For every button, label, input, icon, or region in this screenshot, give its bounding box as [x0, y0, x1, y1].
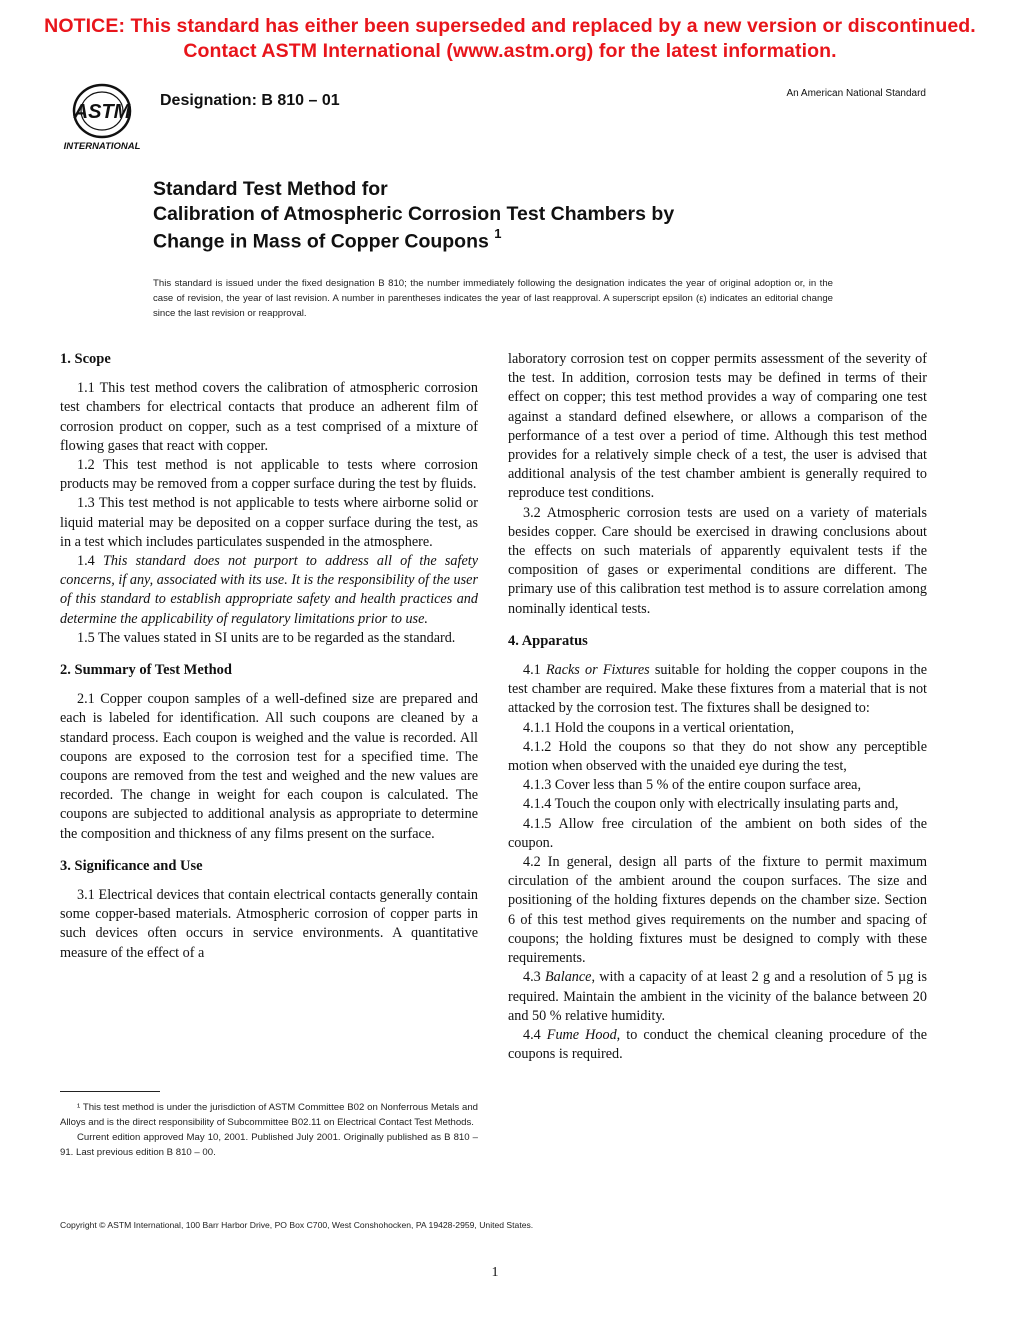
- page-number: 1: [491, 1265, 499, 1280]
- section-heading-significance: 3. Significance and Use: [60, 857, 203, 874]
- paragraph-4-3-text: , with a capacity of at least 2 g and a resolution of 5 µg is required. Maintain the ambient in the vicinity of the balance between 20 and 50 % relative humidity.: [508, 969, 928, 1024]
- paragraph-4-1-term: Racks or Fixtures: [545, 662, 650, 679]
- paragraph-1-4-number: 1.4: [77, 553, 95, 570]
- american-national-standard: An American National Standard: [786, 88, 926, 99]
- paragraph-4-4-number: 4.4: [523, 1026, 541, 1043]
- paragraph-1-4: [60, 552, 478, 629]
- paragraph-3-1-part-b: laboratory corrosion test on copper permits assessment of the severity of the test. In addition, corrosion tests may be defined in terms of their effect on copper; this test method provides a way of comparing one test against a standard defined elsewhere, or allows a comparison of the performance of a test over a period of time. Although this test method provides for a relatively simple check of a test, the user is advised that additional analysis of the test chamber ambient is generally required to reproduce test conditions.: [508, 351, 927, 502]
- paragraph-4-1-text: suitable for holding the copper coupons in the test chamber are required. Make these fixtures from a material that is not attacked by the corrosion test. The fixtures shall be designed to:: [508, 662, 927, 717]
- title-footnote-mark: 1: [494, 226, 502, 241]
- paragraph-4-1-2: 4.1.2 Hold the coupons so that they do not show any perceptible motion when observed with the unaided eye during the test,: [508, 738, 927, 775]
- logo-text: ASTM: [73, 101, 131, 123]
- title-line-3-text: Change in Mass of Copper Coupons: [153, 230, 489, 253]
- paragraph-1-2: 1.2 This test method is not applicable to tests where corrosion products may be removed from a copper surface during the test by fluids.: [60, 457, 478, 493]
- paragraph-1-4-text: This standard does not purport to address all of the safety concerns, if any, associated with its use. It is the responsibility of the user of this standard to establish appropriate safety and health practices and determine the applicability of regulatory limitations prior to use.: [60, 553, 478, 627]
- section-heading-apparatus: 4. Apparatus: [508, 632, 588, 649]
- footnotes: [60, 1100, 478, 1160]
- paragraph-4-1: [508, 661, 927, 719]
- paragraph-1-1: 1.1 This test method covers the calibration of atmospheric corrosion test chambers for electrical contacts that produce an adherent film of corrosion product on copper, such as a test comprised of a mixture of flowing gases that react with copper.: [60, 380, 478, 454]
- paragraph-2-1: 2.1 Copper coupon samples of a well-defined size are prepared and each is labeled for identification. All such coupons are cleaned by a standard process. Each coupon is weighed and the value is recorded. All coupons are exposed to the corrosion test for a specified time. The coupons are removed from the test and weighed and the new values are recorded. The change in weight for each coupon is calculated. The coupons are subjected to additional analysis as appropriate to determine the composition and thickness of any films present on the surface.: [60, 691, 478, 842]
- paragraph-4-1-1: 4.1.1 Hold the coupons in a vertical orientation,: [523, 719, 795, 736]
- paragraph-1-3: 1.3 This test method is not applicable to tests where airborne solid or liquid material may be deposited on a copper surface during the test, as in a test which includes particulates suspended in the atmosphere.: [60, 495, 478, 550]
- footnote-divider: [60, 1091, 160, 1092]
- paragraph-4-1-number: 4.1: [523, 662, 541, 679]
- paragraph-4-4: [508, 1026, 927, 1064]
- paragraph-4-1-3: 4.1.3 Cover less than 5 % of the entire coupon surface area,: [523, 777, 862, 794]
- paragraph-3-2: 3.2 Atmospheric corrosion tests are used on a variety of materials besides copper. Care should be exercised in drawing conclusions about the effects on such materials of apparently equivalent tests if the composition of gases or experimental conditions are different. The primary use of this calibration test method is to assure correlation among nominally identical tests.: [508, 504, 927, 617]
- designation: Designation: B 810 – 01: [160, 92, 340, 109]
- title-line-1: Standard Test Method for: [153, 178, 388, 200]
- paragraph-4-2: 4.2 In general, design all parts of the fixture to permit maximum circulation of the ambient around the coupon surfaces. The size and positioning of the holding fixtures depends on the chamber size. Section 6 of this test method gives requirements on the number and spacing of coupons; the holding fixtures must be designed to comply with these requirements.: [508, 854, 927, 967]
- right-column: [508, 350, 927, 1064]
- paragraph-4-3: [508, 968, 927, 1026]
- paragraph-4-4-term: Fume Hood: [546, 1026, 617, 1043]
- notice-line-1: NOTICE: This standard has either been superseded and replaced by a new version or discontinued.: [44, 15, 976, 37]
- paragraph-4-4-text: , to conduct the chemical cleaning procedure of the coupons is required.: [508, 1026, 927, 1063]
- logo-caption: INTERNATIONAL: [63, 141, 141, 152]
- copyright: Copyright © ASTM International, 100 Barr Harbor Drive, PO Box C700, West Conshohocken, PA 19428-2959, United States.: [60, 1220, 534, 1230]
- left-column: [60, 350, 478, 963]
- issued-note: This standard is issued under the fixed designation B 810; the number immediately following the designation indicates the year of original adoption or, in the case of revision, the year of last revision. A number in parentheses indicates the year of last reapproval. A superscript epsilon (ε) indicates an editorial change since the last revision or reapproval.: [153, 278, 833, 319]
- paragraph-1-5: 1.5 The values stated in SI units are to be regarded as the standard.: [77, 629, 456, 646]
- section-heading-scope: 1. Scope: [60, 351, 111, 367]
- title-line-2: Calibration of Atmospheric Corrosion Test Chambers by: [153, 203, 675, 225]
- notice-line-2: Contact ASTM International (www.astm.org) for the latest information.: [183, 40, 837, 62]
- paragraph-4-3-term: Balance: [545, 969, 592, 986]
- paragraph-4-3-number: 4.3: [523, 969, 541, 986]
- footnote-2: Current edition approved May 10, 2001. Published July 2001. Originally published as B 810 – 91. Last previous edition B 810 – 00.: [60, 1132, 478, 1158]
- paragraph-4-1-5: 4.1.5 Allow free circulation of the ambient on both sides of the coupon.: [508, 815, 927, 851]
- title-line-3: [153, 228, 502, 254]
- paragraph-3-1-part-a: 3.1 Electrical devices that contain electrical contacts generally contain some copper-based materials. Atmospheric corrosion of copper parts in such devices often occurs in service environments. A quantitative measure of the effect of a: [60, 887, 478, 961]
- astm-logo-icon: [60, 82, 146, 152]
- paragraph-4-1-4: 4.1.4 Touch the coupon only with electrically insulating parts and,: [523, 796, 899, 813]
- section-heading-summary: 2. Summary of Test Method: [60, 662, 232, 679]
- footnote-1: ¹ This test method is under the jurisdiction of ASTM Committee B02 on Nonferrous Metals and Alloys and is the direct responsibility of Subcommittee B02.11 on Electrical Contact Test Methods.: [60, 1102, 478, 1128]
